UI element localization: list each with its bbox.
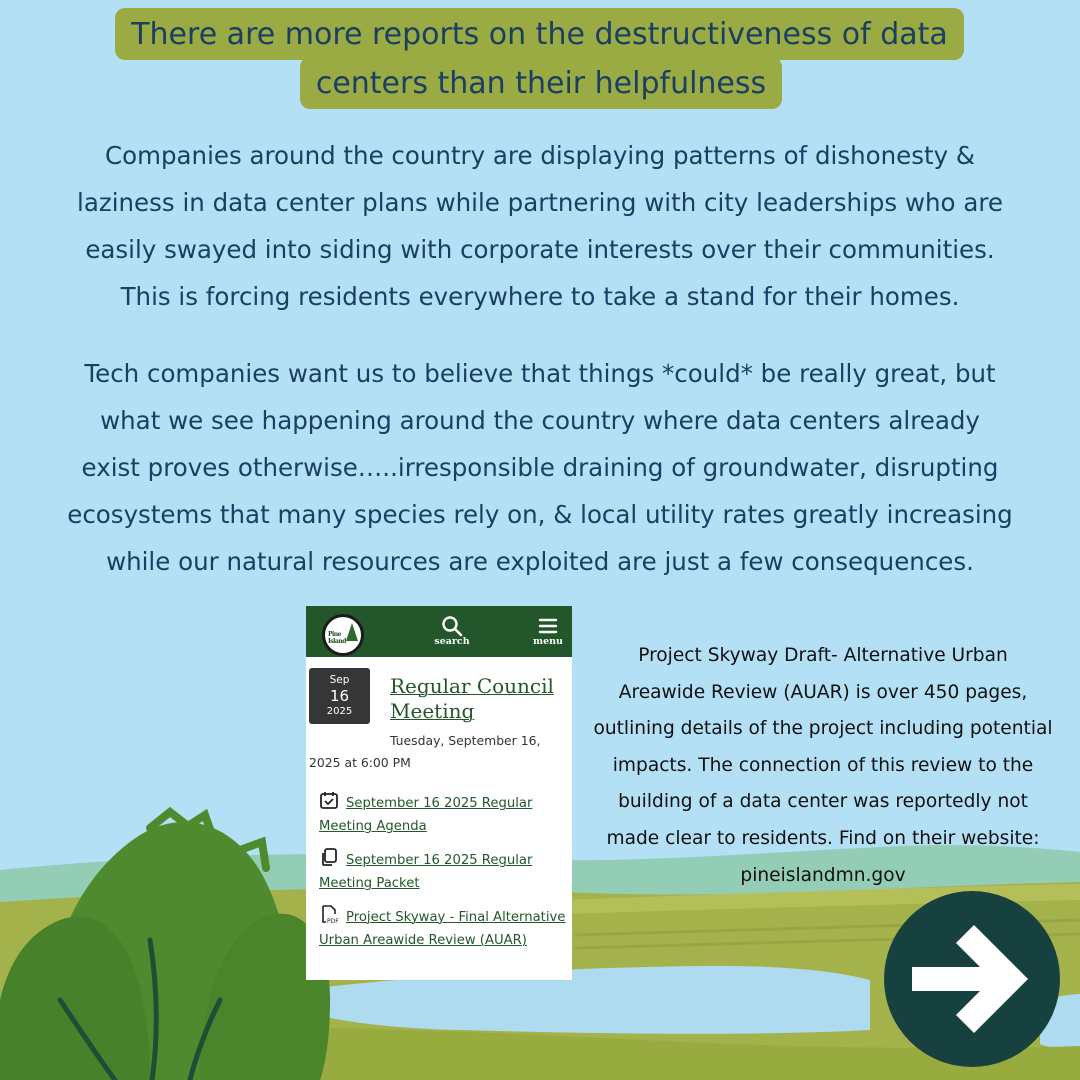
hamburger-menu-icon: [530, 615, 566, 637]
website-screenshot: [306, 606, 572, 980]
info-line: Project Skyway Draft- Alternative Urban: [638, 645, 1008, 666]
search-icon: [432, 615, 472, 637]
packet-link[interactable]: [319, 847, 567, 895]
auar-info-text: [568, 638, 1078, 894]
paragraph-line: what we see happening around the country where data centers already: [100, 406, 980, 435]
paragraph-line: easily swayed into siding with corporate interests over their communities.: [85, 235, 995, 264]
date-day: 16: [329, 687, 350, 705]
date-year: 2025: [326, 706, 353, 717]
paragraph-line: exist proves otherwise…..irresponsible draining of groundwater, disrupting: [81, 453, 999, 482]
paragraph-line: ecosystems that many species rely on, & local utility rates greatly increasing: [67, 500, 1013, 529]
paragraph-line: laziness in data center plans while partnering with city leaderships who are: [77, 188, 1003, 217]
headline: [0, 8, 1080, 109]
pine-island-logo[interactable]: [322, 614, 364, 656]
headline-line-2: centers than their helpfulness: [300, 57, 782, 109]
agenda-link-label: September 16 2025 Regular Meeting Agenda: [319, 796, 533, 834]
tree-icon: [346, 623, 358, 641]
auar-link-label: Project Skyway - Final Alternative Urban Areawide Review (AUAR): [319, 910, 566, 948]
packet-link-label: September 16 2025 Regular Meeting Packet: [319, 853, 533, 891]
paragraph-line: Tech companies want us to believe that things *could* be really great, but: [84, 359, 996, 388]
consequences-paragraph: [0, 350, 1080, 585]
event-date-badge: [309, 668, 370, 724]
next-slide-button[interactable]: [884, 891, 1060, 1067]
svg-text:PDF: PDF: [327, 918, 339, 924]
search-label: search: [434, 636, 470, 647]
info-line: building of a data center was reportedly not: [618, 791, 1028, 813]
menu-button[interactable]: [530, 615, 566, 647]
menu-label: menu: [533, 636, 563, 647]
paragraph-line: while our natural resources are exploited are just a few consequences.: [106, 547, 974, 576]
info-line: outlining details of the project including potential: [593, 718, 1053, 740]
info-line: impacts. The connection of this review to the: [612, 754, 1034, 776]
intro-paragraph: [0, 132, 1080, 320]
paragraph-line: Companies around the country are displaying patterns of dishonesty &: [105, 141, 975, 170]
auar-pdf-link[interactable]: [319, 904, 567, 952]
calendar-check-icon: [319, 790, 339, 810]
website-url: pineislandmn.gov: [740, 864, 906, 886]
arrow-right-icon: [884, 891, 1060, 1067]
pdf-icon: [319, 904, 339, 924]
info-line: made clear to residents. Find on their website:: [606, 827, 1040, 849]
copy-icon: [319, 847, 339, 867]
event-datetime: Tuesday, September 16, 2025 at 6:00 PM: [309, 733, 541, 770]
site-header-bar: [306, 606, 572, 657]
logo-text: Pine Island: [328, 631, 346, 645]
agenda-link[interactable]: [319, 790, 567, 838]
headline-line-1: There are more reports on the destructiveness of data: [115, 8, 964, 60]
event-title-link[interactable]: Regular Council Meeting: [390, 674, 554, 723]
search-button[interactable]: [432, 615, 472, 647]
info-line: Areawide Review (AUAR) is over 450 pages,: [618, 681, 1028, 703]
paragraph-line: This is forcing residents everywhere to take a stand for their homes.: [120, 282, 960, 311]
date-month: Sep: [329, 674, 350, 686]
